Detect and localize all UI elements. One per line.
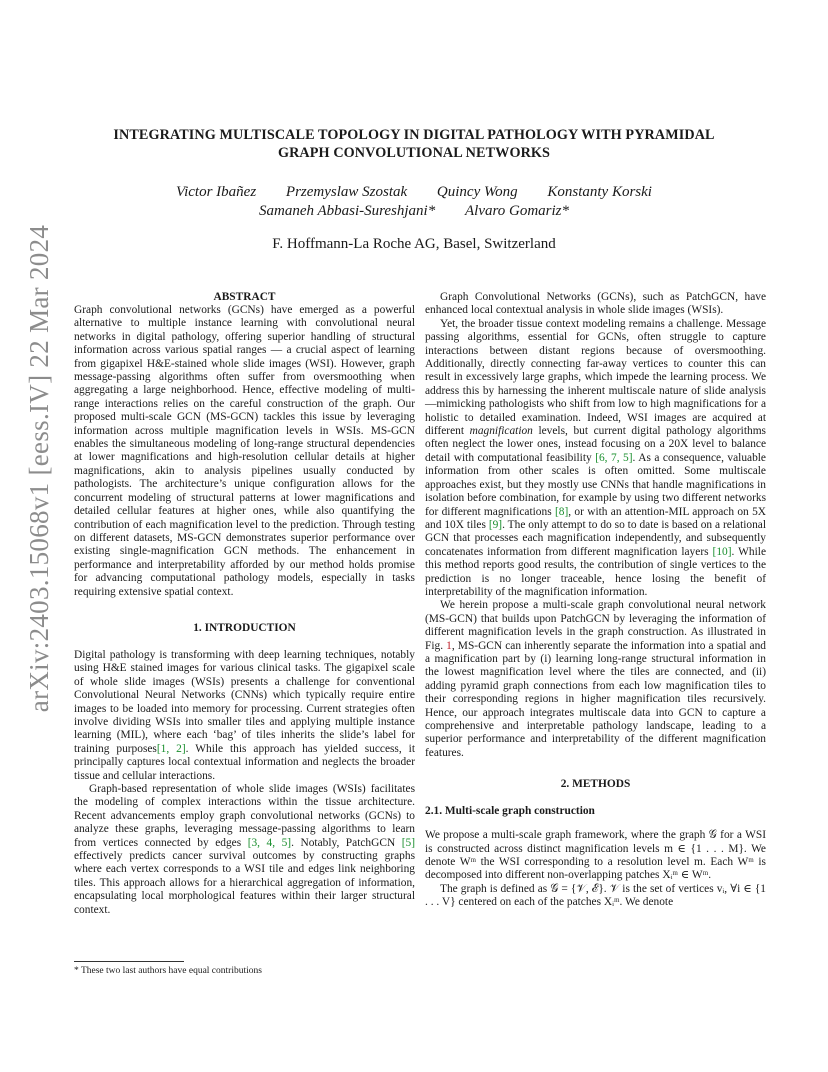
arxiv-identifier [20, 224, 60, 712]
intro-p4-text-2: levels, but current digital pathology algorithms often neglect the lower ones, instead focusing on a 20X level to balance detail with computational feasibility [425, 425, 766, 464]
affiliation: F. Hoffmann-La Roche AG, Basel, Switzerland [272, 236, 556, 252]
citation-link[interactable]: [6, 7, 5] [595, 451, 633, 464]
citation-link[interactable]: [3, 4, 5] [247, 836, 292, 849]
footnote-divider [74, 961, 184, 962]
methods-paragraph-1: We propose a multi-scale graph framework, where the graph 𝒢 for a WSI is constructed across distinct magnification levels m ∈ {1 . . . M}. We denote Wᵐ the WSI corresponding to a resolution level m. Each Wᵐ is decomposed into different non-overlapping patches Xᵢᵐ ∈ Wᵐ. [425, 829, 766, 882]
author: Konstanty Korski [547, 184, 652, 200]
intro-p1-text-end: . While this approach has yielded success, it principally captures local contextual information and neglects the broader tissue and cellular interactions. [74, 742, 415, 782]
title-line-2: GRAPH CONVOLUTIONAL NETWORKS [277, 145, 551, 161]
methods-heading: 2. METHODS [560, 778, 631, 791]
intro-p2-text-end: effectively predicts cancer survival outcomes by constructing graphs where each vertex corresponds to a WSI tile and edges link neighboring tiles. This approach allows for a hierarchical aggregation of information, encapsulating local morphological features within their larger structural context. [74, 850, 415, 916]
intro-p4-text: Yet, the broader tissue context modeling remains a challenge. Message passing algorithms, essential for GCNs, often struggle to capture interactions between distant regions because of oversmoothing. Additionally, directly connecting far-away vertices to counter this can result in excessively large graphs, which impede the learning process. We address this by harnessing the inherent multiscale nature of slide analysis—mimicking pathologists who shift from low to high magnifications for a holistic to detailed examination. Indeed, WSI images are acquired at different [425, 317, 766, 438]
methods-subheading: 2.1. Multi-scale graph construction [425, 805, 595, 818]
methods-paragraph-2: The graph is defined as 𝒢 = {𝒱, ℰ}. 𝒱 is the set of vertices vᵢ, ∀i ∈ {1 . . . V} centered on each of the patches Xᵢᵐ. We denote [425, 882, 766, 909]
left-column [74, 291, 415, 917]
citation-link[interactable]: [5] [401, 836, 415, 849]
right-column [425, 291, 766, 910]
intro-paragraph-5 [425, 599, 766, 760]
author: Victor Ibañez [176, 184, 257, 200]
intro-p4-text-4: , or with an attention-MIL approach on 5X and 10X tiles [425, 505, 766, 531]
author: Quincy Wong [436, 184, 518, 200]
citation-link[interactable]: [10] [712, 545, 732, 558]
intro-p5-text: We herein propose a multi-scale graph convolutional neural network (MS-GCN) that builds upon PatchGCN by leveraging the information of different magnification levels in the graph construction. As illustrated in Fig. [425, 599, 766, 652]
intro-p4-text-6: . While this method reports good results, the contribution of single vertices to the prediction is no longer traceable, hence losing the benefit of interpretability of the magnification information. [425, 545, 766, 598]
emphasis-magnification: magnification [469, 425, 533, 438]
intro-paragraph-1 [74, 649, 415, 783]
author: Przemyslaw Szostak [285, 184, 408, 200]
intro-p5-text-end: , MS-GCN can inherently separate the information into a spatial and a magnification part by (i) learning long-range structural information in the lowest magnification level where the tiles are connected, and (ii) adding pyramid graph connections from each low magnification tiles to their corresponding regions in higher magnification tiles recursively. Hence, our approach integrates multiscale data into GCN to capture a comprehensive and interpretable pathology landscape, leading to a superior performance and interpretability of the different magnification features. [425, 639, 767, 759]
paper-title [60, 126, 768, 162]
author: Samaneh Abbasi-Sureshjani* [258, 203, 436, 219]
intro-p2-text-mid: . Notably, PatchGCN [291, 836, 402, 849]
intro-paragraph-2 [74, 783, 415, 917]
intro-p4-text-3: . As a consequence, valuable information from other scales is often omitted. Some multiscale approaches exist, but they mostly use CNNs that handle magnifications in isolation before combination, for example by using two different networks for different magnifications [425, 451, 766, 518]
intro-paragraph-3: Graph Convolutional Networks (GCNs), such as PatchGCN, have enhanced local contextual analysis in whole slide images (WSIs). [425, 291, 766, 317]
footnote: * These two last authors have equal contributions [74, 966, 262, 976]
arxiv-identifier-text: arXiv:2403.15068v1 [eess.IV] 22 Mar 2024 [24, 224, 55, 712]
intro-p2-text: Graph-based representation of whole slide images (WSIs) facilitates the modeling of complex interactions within the tissue architecture. Recent advancements employ graph convolutional networks (GCNs) to analyze these graphs, leveraging message-passing algorithms to learn from vertices connected by edges [74, 783, 415, 849]
figure-reference-link[interactable]: 1 [446, 639, 452, 652]
abstract-heading: ABSTRACT [213, 291, 276, 303]
intro-paragraph-4 [425, 318, 766, 600]
introduction-heading: 1. INTRODUCTION [193, 621, 296, 634]
intro-p1-text: Digital pathology is transforming with deep learning techniques, notably using H&E stained images for various clinical tasks. The gigapixel scale of whole slide images (WSIs) presents a challenge for conventional Convolutional Neural Networks (CNNs) which typically require entire images to be loaded into memory for processing. Current strategies often involve dividing WSIs into smaller tiles and applying multiple instance learning (MIL), where each ‘bag’ of tiles inherits the slide’s label for training purposes [74, 648, 415, 755]
author: Alvaro Gomariz* [464, 203, 570, 219]
abstract-text: Graph convolutional networks (GCNs) have emerged as a powerful alternative to multiple instance learning with convolutional neural networks in digital pathology, offering superior handling of structural information across various spatial ranges — a crucial aspect of learning from gigapixel H&E-stained whole slide images (WSI). However, graph message-passing algorithms often suffer from oversmoothing when aggregating a large neighborhood. Hence, effective modeling of multi-range interactions relies on the careful construction of the graph. Our proposed multi-scale GCN (MS-GCN) tackles this issue by leveraging information across multiple magnification levels in WSIs. MS-GCN enables the simultaneous modeling of long-range structural dependencies at lower magnifications and high-resolution cellular details at higher magnifications, akin to analysis pipelines usually conducted by pathologists. The architecture’s unique configuration allows for the concurrent modeling of structural patterns at lower magnifications and detailed cellular features at higher ones, while also quantifying the contribution of each magnification level to the prediction. Through testing on different datasets, MS-GCN demonstrates superior performance over existing single-magnification GCN methods. The enhancement in performance and interpretability afforded by our method holds promise for advancing computational pathology models, especially in tasks requiring extensive spatial context. [74, 304, 415, 598]
citation-link[interactable]: [1, 2] [156, 742, 186, 755]
intro-p4-text-5: . The only attempt to do so to date is based on a relational GCN that processes each magnification independently, and subsequently concatenates information from different magnification layers [425, 518, 767, 558]
title-line-1: INTEGRATING MULTISCALE TOPOLOGY IN DIGITAL PATHOLOGY WITH PYRAMIDAL [113, 127, 715, 143]
author-list [100, 183, 728, 221]
citation-link[interactable]: [8] [554, 505, 569, 518]
citation-link[interactable]: [9] [488, 518, 503, 531]
